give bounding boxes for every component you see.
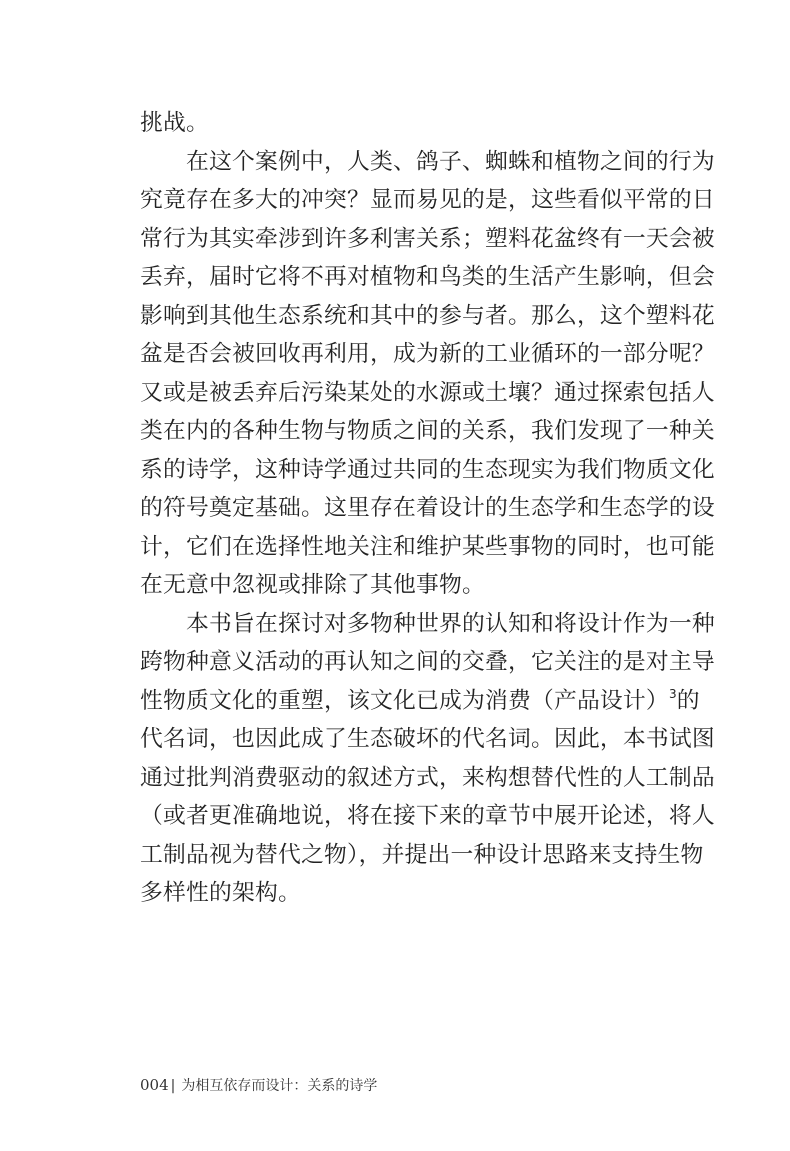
text-line: 系的诗学，这种诗学通过共同的生态现实为我们物质文化 [140, 456, 715, 483]
text-line: 代名词，也因此成了生态破坏的代名词。因此，本书试图 [140, 726, 715, 752]
text-line: 常行为其实牵涉到许多利害关系；塑料花盆终有一天会被 [140, 225, 715, 252]
page-footer [140, 1075, 377, 1096]
text-line: 丢弃，届时它将不再对植物和鸟类的生活产生影响，但会 [140, 264, 715, 290]
text-line: 类在内的各种生物与物质之间的关系，我们发现了一种关 [140, 418, 715, 444]
text-line: 跨物种意义活动的再认知之间的交叠，它关注的是对主导 [140, 649, 715, 675]
footer-separator: | [170, 1078, 176, 1094]
text-line: 究竟存在多大的冲突？显而易见的是，这些看似平常的日 [140, 187, 715, 213]
running-title: 为相互依存而设计：关系的诗学 [181, 1078, 378, 1094]
text-line: 盆是否会被回收再利用，成为新的工业循环的一部分呢？ [140, 341, 715, 367]
text-line: 在无意中忽视或排除了其他事物。 [140, 572, 485, 598]
text-line: 本书旨在探讨对多物种世界的认知和将设计作为一种 [140, 610, 715, 637]
text-line: 的符号奠定基础。这里存在着设计的生态学和生态学的设 [140, 495, 715, 521]
text-segment: 的 [676, 687, 700, 714]
text-line: 又或是被丢弃后污染某处的水源或土壤？通过探索包括人 [140, 379, 715, 406]
text-line: （或者更准确地说，将在接下来的章节中展开论述，将人 [140, 803, 715, 829]
footnote-marker: 3 [668, 686, 677, 701]
text-line: 多样性的架构。 [140, 880, 301, 906]
text-line: 通过批判消费驱动的叙述方式，来构想替代性的人工制品 [140, 764, 715, 791]
body-text [140, 104, 715, 913]
page-number: 004 [140, 1076, 169, 1094]
text-line: 影响到其他生态系统和其中的参与者。那么，这个塑料花 [140, 302, 715, 329]
text-line: 挑战。 [140, 110, 209, 136]
text-segment: 性物质文化的重塑，该文化已成为消费（产品设计） [140, 687, 669, 714]
text-line: 在这个案例中，人类、鸽子、蜘蛛和植物之间的行为 [140, 148, 715, 175]
text-line-with-footnote [140, 682, 700, 721]
text-line: 计，它们在选择性地关注和维护某些事物的同时，也可能 [140, 533, 715, 560]
text-line: 工制品视为替代之物），并提出一种设计思路来支持生物 [140, 841, 704, 868]
